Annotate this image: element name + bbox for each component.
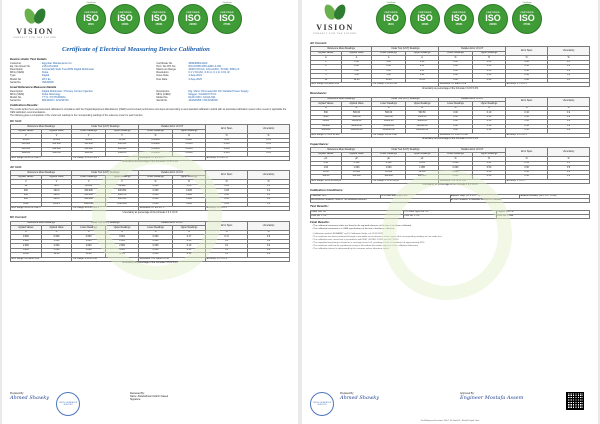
ref-serial: Serial No. 80210106 / 121230716 [10, 99, 69, 103]
range-row: MFG Range: 60 mV to 1000 V Cal. Range: 40.0 to 1000 V Resolution: 0.1 mV to 1 V Accuracy: ± 0.5% ± 2 [11, 207, 290, 211]
iso-22000-badge-icon: CERTIFIED ISO 22000 [178, 4, 208, 34]
ref-mfg: MFG (OEM) Fluke Metrology [10, 92, 61, 96]
table-row: 30.000 30.000 30.000 30.002 0.00000 0.0067 0.01 0.01 [11, 138, 290, 142]
iso-45001-badge-icon: CERTIFIED ISO 45001 [144, 4, 174, 34]
units-row: Ω Ω Ω Ω % % % % [311, 106, 590, 110]
resistance-block [302, 92, 598, 141]
table-row: 600.000 600.000 600.000 600.020 0.00000 0.0033 0.003 0.01 [11, 147, 290, 151]
dut-asset-no: Eq. No./Asset No. 2161-05-0264 [10, 64, 59, 68]
units-row: A A A A % % % % [11, 230, 290, 234]
table-row: 50000 50000.00 50000.00 50050.00 0.00 0.10 0.10 0.2 [311, 120, 590, 124]
company-logo [312, 2, 358, 48]
range-row: MFG Range: 600 μA to 10 A Cal. Range: 1.00 to 10 A Resolution: 0.1 mA to 0.1 A Accuracy: ± 1.5% ± 2 [311, 82, 590, 86]
table-row: 0.600 0.600 0.600 0.601 0.000 0.17 0.17 0.2 [11, 235, 290, 239]
table-row: 600 600.0 600.000 600.156 0.000 0.026 0.03 0.1 [11, 198, 290, 202]
table-row: 500 500.00 500.00 500.50 0.00 0.10 0.10 0.2 [311, 111, 590, 115]
table-row: 3 3.00 3.00 3.01 0.00 0.33 0.48 0.5 [311, 69, 590, 73]
table-row: 10 10.00 10.00 10.04 0.00 0.40 0.40 0.5 [311, 78, 590, 82]
leaf-logo-icon [21, 6, 49, 26]
note-line: - This certificate shall not be reproduced except in full without the written approval of the calibration laboratory. [312, 245, 419, 248]
right-signature-area [310, 392, 590, 422]
note-line: - This certificate has been performed through a traceable set of reference values against the corresponding readings of unit under test. [312, 235, 443, 238]
reviewed-by: Reviewed By: Name: Abdelrahman Ibrahim Saeed Signature: [130, 392, 169, 401]
company-tagline: PERFECT FOR THE FUTURE [13, 37, 57, 39]
section-heading: Calibration Conditions: [310, 188, 344, 193]
dut-resolution: Resolution 0.1 V DC/AC, 0.01 A, 0.1 Ω, 0.01 nF [156, 71, 230, 75]
section-heading: Used Reference Measure Details [10, 84, 57, 89]
table-row: 1000.00 1000.00 1000.00 1000.03 0.00000 0.0030 0.003 0.01 [11, 152, 290, 156]
table-row: 1.000 1.000 1.000 1.001 0.000 0.10 0.1 0.2 [11, 239, 290, 243]
iso-14001-badge-icon: CERTIFIED ISO 14001 [110, 4, 140, 34]
device-under-test-section [2, 58, 298, 84]
range-row: MFG Range: 600 μA to 10 A Cal. Range: 0.60 to 10 A Resolution: 0.01 mA to 0.01 A Accuracy: ± 0.2% ± 4 [11, 257, 290, 261]
results-intro-2: The following gives a comparison of the under test readings to the corresponding readings of the reference meter for each function. [10, 115, 144, 118]
dut-type: Type Digital [10, 74, 50, 78]
iso-27001-badge-icon: Certificate CERTIFIED ISO 27001 [212, 4, 242, 34]
company-name: VISION [16, 27, 54, 36]
certificate-page-2 [302, 0, 598, 424]
uncertainty-note: Uncertainty as percentage of the full scale ± 0.1 % FS [122, 211, 178, 214]
table-row: 5000000 5000000.00 5000000.00 5005000.00 0.00 0.10 0.10 0.2 [311, 129, 590, 133]
table-row: 2 2.00 2.00 2.01 0.00 0.50 0.50 0.5 [311, 65, 590, 69]
table-row: 10.00 10.000 10.000 10.050 0.000 0.50 0.50 0.5 [311, 170, 590, 174]
iso-badges [76, 4, 242, 34]
uncertainty-note: Uncertainty as percentage of the full scale ± 0.15 % FS [421, 87, 479, 90]
footer-address: For Mailing and Location: Villa 7, El Saadi St., Sheikh Zayed, Giza [420, 419, 480, 422]
table-row: 2.000 2.000 2.000 2.002 0.000 0.10 0.1 0.2 [11, 244, 290, 248]
units-row: V V V V % % % % [11, 180, 290, 184]
company-seal-icon: VISION CALIBRATION SERVICES [56, 392, 80, 416]
qr-code-icon [566, 392, 584, 410]
final-line: - The calibrated instrument is in OEM specifications at the time it had been calibrated. [312, 228, 395, 231]
table-row: 500000 500000.00 500000.00 500500.00 0.00 0.10 0.10 0.2 [311, 124, 590, 128]
measurement-table: Reference Mean Readings Under Test (UUT) Readings Relative Error of UUT Error Span Uncertainty Applied Values Applied Value Lower Readings Upper Readings Lower Readings Upper Readings Ω Ω Ω Ω % % % % 500 500.00 500.00 500.50 0.00 0.10 0.10 0.2 5000 5000.00 5000.00 5005.00 0.00 0.10 0.10 0.2 50000 50000.00 50000.00 50050.00 0.00 0.10 0.10 0.2 500000 500000.00 500000.00 500500.00 0.00 0.10 0.10 0.2 5000000 5000000.00 5000000.00 5005000.00 0.00 0.10 0.10 0.2 MFG Range: 0.1 Ω to 50 MΩ Cal. Range: 500 to 5 MΩ Resolution: 0.1 Ω to 0.01 MΩ Accuracy: ± 0.2% ± 2 [310, 97, 590, 138]
table-row: 300 300.0 300.000 300.078 0.000 0.026 0.03 0.1 [11, 193, 290, 197]
measurement-table: Reference Mean Readings Under Test (UUT) Readings Relative Error of UUT Error Span Uncertainty Applied Values Applied Value Lower Readings Upper Readings Lower Readings Upper Readings V V V V % % % % 40 40.0 40.000 40.021 0.000 0.05 0.05 0.1 200 200.0 200.000 200.052 0.000 0.026 0.03 0.1 300 300.0 300.000 300.078 0.000 0.026 0.03 0.1 600 600.0 600.000 600.156 0.000 0.026 0.03 0.1 1000 1000.0 1000.000 1000.260 0.000 0.026 0.03 0.1 MFG Range: 60 mV to 1000 V Cal. Range: 40.0 to 1000 V Resolution: 0.1 mV to 1 V Accuracy: ± 0.5% ± 2 [10, 170, 290, 211]
table-row: 5000 5000.00 5000.00 5005.00 0.00 0.10 0.10 0.2 [311, 115, 590, 119]
measurement-table: Reference Mean Readings Under Test (UUT) Readings Relative Error of UUT Error Span Uncertainty Applied Values Applied Value Lower Readings Upper Readings Lower Readings Upper Readings V V V V % % % % 30.000 30.000 30.000 30.002 0.00000 0.0067 0.01 0.01 300.000 300.000 300.000 300.010 0.00000 0.0033 0.003 0.01 600.000 600.000 600.000 600.020 0.00000 0.0033 0.003 0.01 1000.00 1000.00 1000.00 1000.03 0.00000 0.0030 0.003 0.01 MFG Range: 60 mV to 1000 V Cal. Range: 30.0 to 1000 V Resolution: 0.1 mV to 1 V Accuracy: ± 0.05% ± 1 [10, 124, 290, 161]
dut-due-date: Due Date 3-Sep-2025 [156, 77, 202, 81]
table-row: 1.00 1.000 1.000 1.005 0.000 0.50 0.50 0.5 [311, 166, 590, 170]
company-tagline: PERFECT FOR THE FUTURE [313, 33, 357, 35]
uncertainty-note: Uncertainty as percentage of the full scale ± 0.15 % FS [121, 262, 179, 265]
units-row: V V V V % % % % [11, 134, 290, 138]
dut-certificate-no: Certificate No. 4699408014A00 [156, 61, 208, 65]
note-line: - The calibration was carried out in accordance with NIST, ISO/IEC 17025 and ISO 10012. [312, 238, 400, 241]
ref2-mfg: MFG (OEM) Megger / KHARCOT.CO. [156, 92, 218, 96]
test-results-table: Diode Test: OK LCD Back Light Test: OK Keypad Test: OK Fuse No. 1: OK Fuse No. 2: OK Fuse No. 3: N/A [310, 210, 590, 220]
section-heading: DC Current: [10, 215, 27, 220]
page-header [302, 0, 598, 40]
table-row: 5 5.00 5.00 5.02 0.00 0.40 0.40 0.5 [311, 74, 590, 78]
table-row: 0.10 0.100 0.100 0.101 0.000 0.41 0.41 0.5 [311, 161, 590, 165]
ac-current-block [302, 42, 598, 91]
dut-max-range: Maximum Range 1000V DC/AC, 10A AC/DC, 50 MΩ, 9999 μF [156, 68, 240, 72]
iso-9001-badge-icon: Certificate CERTIFIED ISO 9001 [76, 4, 106, 34]
range-row: MFG Range: 0.1 Ω to 50 MΩ Cal. Range: 500 to 5 MΩ Resolution: 0.1 Ω to 0.01 MΩ Accuracy: ± 0.2% ± 2 [311, 133, 590, 137]
ref2-serial: Serial No. 101020356 / 0112016000 [156, 99, 218, 103]
measurement-table: Reference Mean Readings Under Test (UUT) Readings Relative Error of UUT Error Span Uncertainty Applied Values Applied Value Lower Readings Upper Readings Lower Readings Upper Readings μF μF μF μF % % % % 0.10 0.100 0.100 0.101 0.000 0.41 0.41 0.5 1.00 1.000 1.000 1.005 0.000 0.50 0.50 0.5 10.00 10.000 10.000 10.050 0.000 0.50 0.50 0.5 100.00 100.000 100.000 100.500 0.000 0.50 0.50 0.5 MFG Range: 10 nF to 9999 μF Cal. Range: 0.10 to 100 μF Resolution: 0.01 nF to 1 μF Accuracy: ± 1% ± 2 [310, 147, 590, 184]
watermark-emblem [92, 150, 222, 280]
ref2-model: Model No. DLRO 600 / GCQA-501 [156, 96, 216, 100]
prepared-signature: Ahmed Shawky [10, 395, 50, 401]
table-row: 200 200.0 200.000 200.052 0.000 0.026 0.03 0.1 [11, 189, 290, 193]
conditions-table: Calibrator: SOP VPS-GHD-EMD-CAL-P002 Ambient Temp: (22.5 ± 0.1 °C) Ambient Humidity: (38.5 ± 0.1 % RH) As Received Condition: Leads in The allowable tolerance As Left Condition: In allowable tolerance & condition [310, 194, 590, 204]
iso-45001-badge-icon: CERTIFIED ISO 45001 [444, 4, 474, 34]
table-row: 10.00 10.00 10.00 10.01 0.000 0.10 0.1 0.2 [11, 253, 290, 257]
company-logo [12, 6, 58, 52]
note-line: - The expanded uncertainty is based on a coverage factor k=2, providing a level of confidence of approximately 95%. [312, 241, 425, 244]
dut-issue-date: Issue Date 4-Sep-2024 [156, 74, 202, 78]
dut-wo-no: W.O. No./PO No. WO-00155 MFG-EMC-4-001 [156, 64, 222, 68]
company-seal-icon: VISION CALIBRATION SERVICES [310, 392, 334, 416]
ref-description: Description Digital Multimeter / Primary Current Injection [10, 89, 93, 93]
section-heading: Resistance: [310, 91, 327, 96]
iso-27001-badge-icon: Certificate CERTIFIED ISO 27001 [512, 4, 542, 34]
note-line: - Calibration method: EURAMET cg-15 Calibration Guide, cal.15-02-3013 [312, 232, 383, 235]
calibration-results-section [2, 104, 298, 118]
reference-equipment-section [2, 86, 298, 103]
table-row: 300.000 300.000 300.000 300.010 0.00000 0.0033 0.003 0.01 [11, 143, 290, 147]
approved-by: Approved By: Engineer Mostafa Assem [460, 392, 524, 401]
section-heading: AC Current: [310, 40, 327, 45]
section-heading: Calibration Results: [10, 103, 39, 108]
dut-mfg: MFG (OEM) Fluke [10, 71, 49, 75]
iso-9001-badge-icon: Certificate CERTIFIED ISO 9001 [376, 4, 406, 34]
results-intro: The results written here was tested and calibrated in compliance with the Original Equipment Manufacturer (OEM) recommended performance test steps and according to used standard calibration method with an automated calibration system when needs or applicable the OEM calibration recommendations. [10, 108, 287, 114]
units-row: μF μF μF μF % % % % [311, 157, 590, 161]
table-row: 1 1.00 1.00 1.00 0.00 0.00 0.00 0.5 [311, 60, 590, 64]
iso-22000-badge-icon: CERTIFIED ISO 22000 [478, 4, 508, 34]
document-title: Certificate of Electrical Measuring Device Calibration [62, 46, 210, 53]
section-heading: Capacitance: [310, 141, 329, 146]
section-heading: Final Results: [310, 220, 330, 225]
measurement-table: Reference Mean Readings Under Test (UUT) Readings Relative Error of UUT Error Span Uncertainty Applied Values Applied Value Lower Readings Upper Readings Lower Readings Upper Readings A A A A % % % % 1 1.00 1.00 1.00 0.00 0.00 0.00 0.5 2 2.00 2.00 2.01 0.00 0.50 0.50 0.5 3 3.00 3.00 3.01 0.00 0.33 0.48 0.5 5 5.00 5.00 5.02 0.00 0.40 0.40 0.5 10 10.00 10.00 10.04 0.00 0.40 0.40 0.5 MFG Range: 600 μA to 10 A Cal. Range: 1.00 to 10 A Resolution: 0.1 mA to 0.1 A Accuracy: ± 1.5% ± 2 [310, 46, 590, 87]
uncertainty-note: Uncertainty as percentage of the full scale ± 0.05 % FS [121, 161, 179, 164]
prepared-by: Prepared By: Ahmed Shawky [10, 392, 50, 401]
ref2-description: Description Dig. Micro Ohmmeter/AC DC Variable Power Supply [156, 89, 249, 93]
uncertainty-note: Uncertainty as percentage of the full scale ± 0.15 % FS [421, 138, 479, 141]
range-row: MFG Range: 60 mV to 1000 V Cal. Range: 30.0 to 1000 V Resolution: 0.1 mV to 1 V Accuracy: ± 0.05% ± 1 [11, 156, 290, 160]
page-header [2, 0, 298, 56]
measurement-table: Reference Mean Readings Under Test (UUT) Readings Relative Error of UUT Error Span Uncertainty Applied Values Applied Value Lower Readings Upper Readings Lower Readings Upper Readings A A A A % % % % 0.600 0.600 0.600 0.601 0.000 0.17 0.17 0.2 1.000 1.000 1.000 1.001 0.000 0.10 0.1 0.2 2.000 2.000 2.000 2.002 0.000 0.10 0.1 0.2 5.000 5.000 5.000 5.005 0.000 0.10 0.1 0.2 10.00 10.00 10.00 10.01 0.000 0.10 0.1 0.2 MFG Range: 600 μA to 10 A Cal. Range: 0.60 to 10 A Resolution: 0.01 mA to 0.01 A Accuracy: ± 0.2% ± 4 [10, 221, 290, 262]
dut-serial: Serial No. 39190008 [10, 80, 54, 84]
dut-description: Description Intrinsically Safe True RMS Digital Multimeter [10, 68, 95, 72]
table-row: 100.00 100.000 100.000 100.500 0.000 0.50 0.50 0.5 [311, 175, 590, 179]
certificate-page-1 [2, 0, 298, 424]
table-row: 1000 1000.0 1000.000 1000.260 0.000 0.026 0.03 0.1 [11, 202, 290, 206]
prepared-by-2: Prepared By: Ahmed Shawky [340, 392, 380, 401]
final-line: - The calibrated instrument under test found in the required tolerance at the time it had been calibrated. [312, 225, 412, 228]
section-heading: AC Volt: [10, 164, 22, 169]
units-row: A A A A % % % % [311, 56, 590, 60]
uncertainty-note: Uncertainty as percentage of the full scale ± 0.5 % FS [422, 184, 478, 187]
left-signature-area [10, 392, 290, 418]
table-row: 5.000 5.000 5.000 5.005 0.000 0.10 0.1 0.2 [11, 248, 290, 252]
iso-badges [376, 4, 542, 34]
dut-customer: Customer Egyptian Maintenance Co. [10, 61, 73, 65]
range-row: MFG Range: 10 nF to 9999 μF Cal. Range: 0.10 to 100 μF Resolution: 0.01 nF to 1 μF Accuracy: ± 1% ± 2 [311, 179, 590, 183]
leaf-logo-icon [321, 2, 349, 22]
watermark-emblem [382, 170, 512, 300]
ref-model: Model No. 77 IV / PCITS0000G [10, 96, 66, 100]
section-heading: DC Volt: [10, 118, 22, 123]
dut-model: Model No. 28 II Ex [10, 77, 51, 81]
table-row: 40 40.0 40.000 40.021 0.000 0.05 0.05 0.1 [11, 184, 290, 188]
section-heading: Test Results: [310, 204, 329, 209]
company-name: VISION [316, 23, 354, 32]
section-heading: Device Under Test Details [10, 56, 47, 61]
note-line: - The calibration interval is determined by the customer unless otherwise stated. [312, 248, 390, 251]
iso-14001-badge-icon: CERTIFIED ISO 14001 [410, 4, 440, 34]
